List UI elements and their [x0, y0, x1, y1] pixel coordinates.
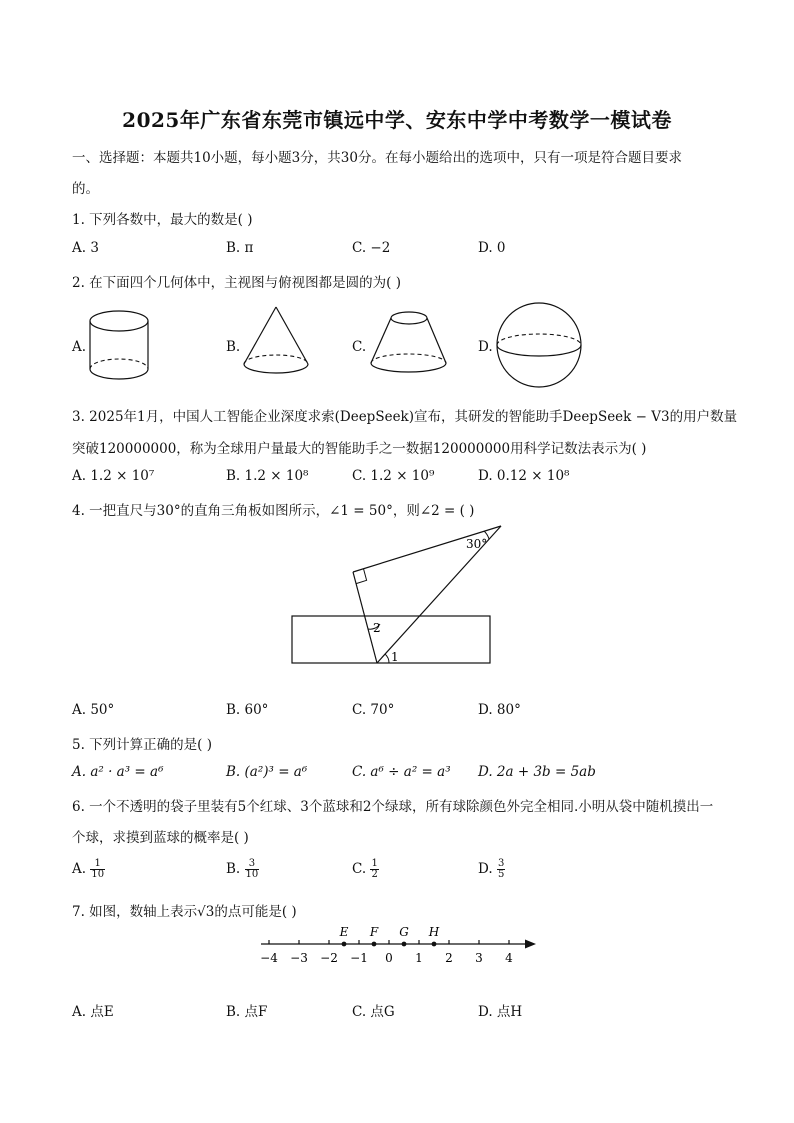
q6-option-b: B. $\frac{3}{10}$	[226, 858, 259, 880]
number-line-point-label: F	[369, 925, 379, 939]
fraction: $\frac{3}{5}$	[497, 858, 505, 880]
q2-option-c: C.	[352, 339, 367, 355]
q6-stem-line2: 个球，求摸到蓝球的概率是( )	[72, 830, 249, 846]
q6-option-d: D. $\frac{3}{5}$	[478, 858, 505, 880]
sphere-figure	[493, 301, 585, 391]
number-line-point-label: H	[428, 925, 440, 939]
q6-stem-line1: 6. 一个不透明的袋子里装有5个红球、3个蓝球和2个绿球，所有球除颜色外完全相同.小明从袋中随机摸出一	[72, 799, 714, 815]
q2-option-a: A.	[72, 339, 87, 355]
q5-option-a: A. a² · a³ = a⁶	[72, 764, 164, 780]
q7-option-b: B. 点F	[226, 1004, 268, 1020]
number-line-point	[372, 942, 377, 947]
frustum-figure	[366, 306, 450, 378]
angle-2-label: 2	[373, 621, 381, 635]
number-line-point-label: G	[399, 925, 409, 939]
q4-option-c: C. 70°	[352, 702, 395, 718]
q1-option-d: D. 0	[478, 240, 506, 256]
q7-option-a: A. 点E	[72, 1004, 114, 1020]
ruler-triangle-figure	[288, 522, 508, 668]
q2-option-b: B.	[226, 339, 241, 355]
q1-option-a: A. 3	[72, 240, 99, 256]
number-line-tick-label: −3	[290, 951, 308, 965]
q6-option-a: A. $\frac{1}{10}$	[72, 858, 105, 880]
q3-option-d: D. 0.12 × 10⁸	[478, 468, 570, 484]
fraction: $\frac{3}{10}$	[245, 858, 259, 880]
number-line-point	[402, 942, 407, 947]
section-instruction-line1: 一、选择题：本题共10小题，每小题3分，共30分。在每小题给出的选项中，只有一项是符合题目要求	[72, 150, 682, 166]
q5-option-b: B. (a²)³ = a⁶	[226, 764, 308, 780]
q1-stem: 1. 下列各数中，最大的数是( )	[72, 212, 253, 228]
q5-stem: 5. 下列计算正确的是( )	[72, 737, 212, 753]
q6-option-c: C. $\frac{1}{2}$	[352, 858, 378, 880]
q3-stem-line2: 突破120000000，称为全球用户量最大的智能助手之一数据120000000用科学记数法表示为( )	[72, 441, 647, 457]
q7-stem: 7. 如图，数轴上表示√3的点可能是( )	[72, 904, 297, 920]
number-line-point	[432, 942, 437, 947]
q4-option-a: A. 50°	[72, 702, 115, 718]
page-title: 2025年广东省东莞市镇远中学、安东中学中考数学一模试卷	[122, 108, 672, 132]
number-line-figure	[255, 918, 545, 968]
angle-30-label: 30°	[466, 537, 488, 551]
angle-1-label: 1	[391, 650, 399, 664]
q3-stem-line1: 3. 2025年1月，中国人工智能企业深度求索(DeepSeek)宣布，其研发的智能助手DeepSeek − V3的用户数量	[72, 409, 738, 425]
q7-option-c: C. 点G	[352, 1004, 395, 1020]
number-line-tick-label: 1	[415, 951, 423, 965]
q7-option-d: D. 点H	[478, 1004, 523, 1020]
number-line-point	[342, 942, 347, 947]
q3-option-b: B. 1.2 × 10⁸	[226, 468, 309, 484]
q2-option-d: D.	[478, 339, 493, 355]
q4-option-b: B. 60°	[226, 702, 269, 718]
fraction: $\frac{1}{10}$	[91, 858, 105, 880]
number-line-tick-label: −2	[320, 951, 338, 965]
q2-stem: 2. 在下面四个几何体中，主视图与俯视图都是圆的为( )	[72, 275, 401, 291]
number-line-tick-label: 3	[475, 951, 483, 965]
q3-option-a: A. 1.2 × 10⁷	[72, 468, 155, 484]
number-line-tick-label: 4	[505, 951, 513, 965]
fraction: $\frac{1}{2}$	[371, 858, 378, 880]
number-line-point-label: E	[339, 925, 349, 939]
cylinder-figure	[86, 306, 152, 384]
q5-option-c: C. a⁶ ÷ a² = a³	[352, 764, 451, 780]
q4-option-d: D. 80°	[478, 702, 521, 718]
section-instruction-line2: 的。	[72, 181, 99, 197]
q4-stem: 4. 一把直尺与30°的直角三角板如图所示，∠1 = 50°，则∠2 = ( )	[72, 503, 475, 519]
q1-option-c: C. −2	[352, 240, 391, 256]
q3-option-c: C. 1.2 × 10⁹	[352, 468, 435, 484]
number-line-tick-label: 0	[385, 951, 393, 965]
arrow-right-icon	[525, 940, 536, 949]
q5-option-d: D. 2a + 3b = 5ab	[478, 764, 596, 780]
q1-option-b: B. π	[226, 240, 254, 256]
number-line-tick-label: −1	[350, 951, 368, 965]
cone-figure	[238, 304, 314, 378]
number-line-tick-label: −4	[260, 951, 278, 965]
number-line-tick-label: 2	[445, 951, 453, 965]
